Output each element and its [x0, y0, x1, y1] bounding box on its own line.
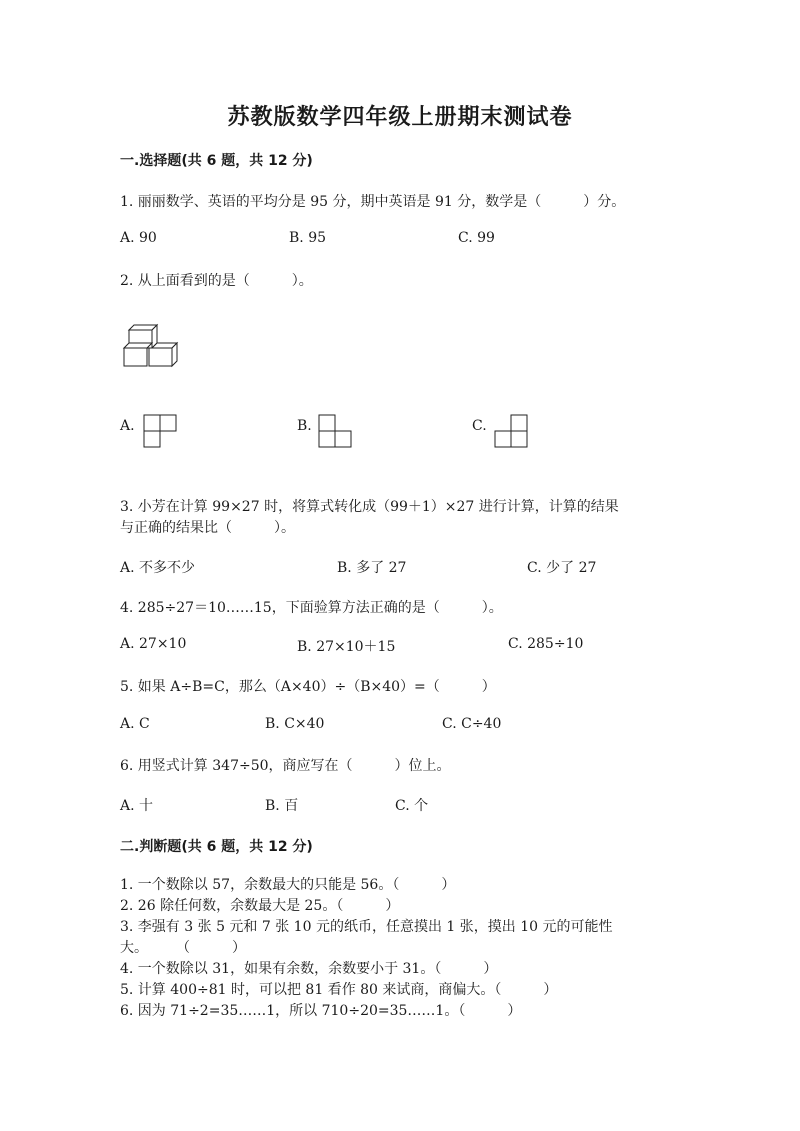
q1-option-b: B. 95 — [289, 230, 327, 246]
cube-arrangement-figure — [122, 323, 182, 369]
q1-option-a: A. 90 — [120, 230, 157, 246]
question-1: 1. 丽丽数学、英语的平均分是 95 分，期中英语是 91 分，数学是（ ）分。 — [120, 194, 626, 210]
judgement-item-5: 5. 计算 400÷81 时，可以把 81 看作 80 来试商，商偏大。（ ） — [120, 982, 558, 998]
question-5: 5. 如果 A÷B=C，那么（A×40）÷（B×40）=（ ） — [120, 679, 496, 695]
q5-option-b: B. C×40 — [265, 716, 325, 732]
question-2: 2. 从上面看到的是（ ）。 — [120, 273, 313, 289]
q5-option-c: C. C÷40 — [442, 716, 502, 732]
q2-option-c-figure — [494, 414, 528, 448]
q6-option-c: C. 个 — [395, 798, 429, 814]
q2-option-a: A. — [120, 418, 135, 434]
judgement-item-6: 6. 因为 71÷2=35……1，所以 710÷20=35……1。（ ） — [120, 1003, 522, 1019]
judgement-item-3-line-2: 大。 （ ） — [120, 940, 246, 956]
q6-option-a: A. 十 — [120, 798, 154, 814]
judgement-item-1: 1. 一个数除以 57，余数最大的只能是 56。（ ） — [120, 877, 456, 893]
q4-option-a: A. 27×10 — [120, 636, 187, 652]
judgement-item-2: 2. 26 除任何数，余数最大是 25。（ ） — [120, 898, 400, 914]
q4-option-b: B. 27×10＋15 — [297, 639, 396, 655]
q2-option-c: C. — [472, 418, 487, 434]
question-3-line-2: 与正确的结果比（ ）。 — [120, 520, 295, 536]
q3-option-a: A. 不多不少 — [120, 560, 196, 576]
section-heading-judgement: 二.判断题(共 6 题，共 12 分) — [120, 839, 313, 855]
q2-option-a-figure — [143, 414, 177, 448]
question-3-line-1: 3. 小芳在计算 99×27 时，将算式转化成（99＋1）×27 进行计算，计算的结果 — [120, 499, 619, 515]
section-heading-choice: 一.选择题(共 6 题，共 12 分) — [120, 153, 313, 169]
q3-option-c: C. 少了 27 — [527, 560, 597, 576]
q5-option-a: A. C — [120, 716, 150, 732]
q4-option-c: C. 285÷10 — [508, 636, 584, 652]
q1-option-c: C. 99 — [458, 230, 495, 246]
q2-option-b-figure — [318, 414, 352, 448]
question-6: 6. 用竖式计算 347÷50，商应写在（ ）位上。 — [120, 758, 451, 774]
question-4: 4. 285÷27＝10……15，下面验算方法正确的是（ ）。 — [120, 600, 503, 616]
q3-option-b: B. 多了 27 — [337, 560, 407, 576]
q6-option-b: B. 百 — [265, 798, 299, 814]
page-title: 苏教版数学四年级上册期末测试卷 — [227, 105, 573, 130]
judgement-item-3-line-1: 3. 李强有 3 张 5 元和 7 张 10 元的纸币，任意摸出 1 张，摸出 10 元的可能性 — [120, 919, 613, 935]
judgement-item-4: 4. 一个数除以 31，如果有余数，余数要小于 31。（ ） — [120, 961, 498, 977]
q2-option-b: B. — [297, 418, 312, 434]
